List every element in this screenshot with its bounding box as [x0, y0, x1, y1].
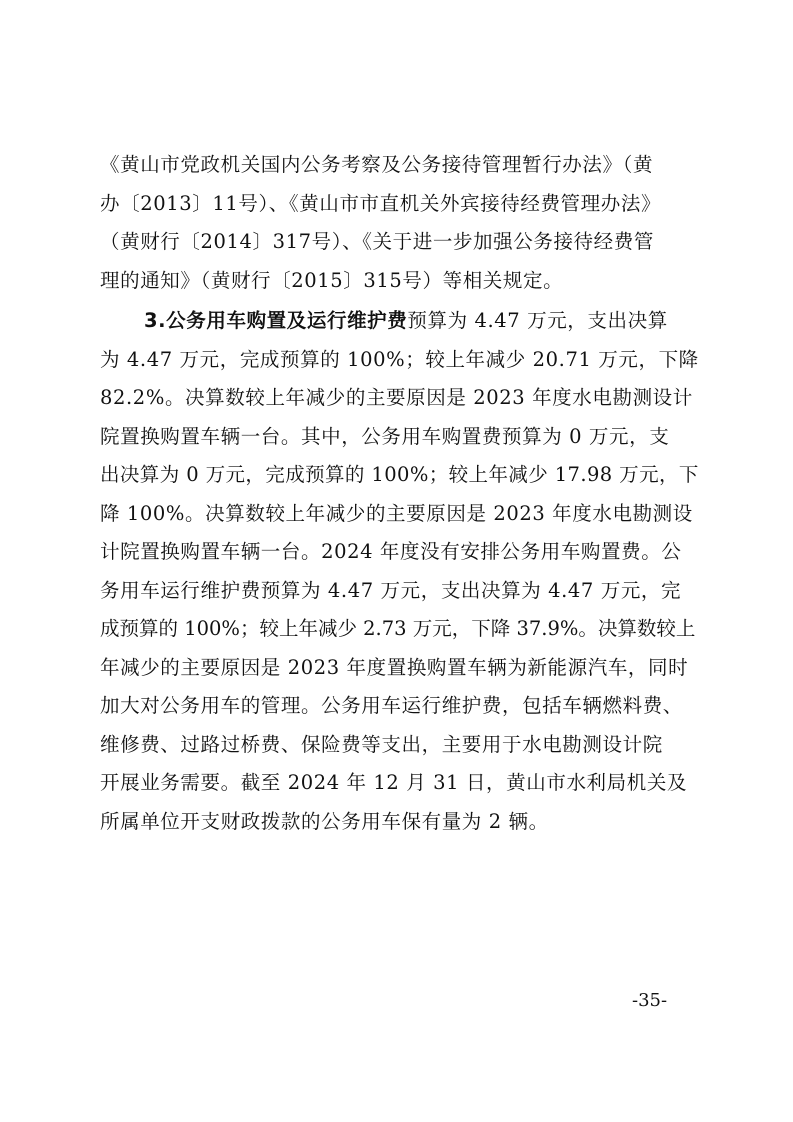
paragraph-official-vehicles: [100, 302, 700, 841]
text-line: （黄财行〔2014〕317号）、《关于进一步加强公务接待经费管: [100, 230, 654, 253]
text-line: 年减少的主要原因是 2023 年度置换购置车辆为新能源汽车，同时: [100, 655, 689, 679]
text-line: 加大对公务用车的管理。公务用车运行维护费，包括车辆燃料费、: [100, 694, 683, 717]
section-heading: 3.公务用车购置及运行维护费: [144, 309, 408, 332]
text-line: 出决算为 0 万元，完成预算的 100%；较上年减少 17.98 万元，下: [100, 463, 699, 486]
paragraph-regulations: [100, 146, 700, 300]
text-line: 维修费、过路过桥费、保险费等支出，主要用于水电勘测设计院: [100, 732, 663, 756]
text-line: 院置换购置车辆一台。其中，公务用车购置费预算为 0 万元，支: [100, 424, 670, 448]
text-line: 务用车运行维护费预算为 4.47 万元，支出决算为 4.47 万元，完: [100, 578, 682, 602]
page-number: -35-: [632, 990, 668, 1011]
text-span: 预算为 4.47 万元，支出决算: [407, 309, 668, 332]
text-line: 降 100%。决算数较上年减少的主要原因是 2023 年度水电勘测设: [100, 501, 693, 525]
text-line: 为 4.47 万元，完成预算的 100%；较上年减少 20.71 万元，下降: [100, 347, 699, 371]
text-line: 办〔2013〕11号）、《黄山市市直机关外宾接待经费管理办法》: [100, 191, 662, 215]
text-line: 开展业务需要。截至 2024 年 12 月 31 日，黄山市水利局机关及: [100, 771, 688, 794]
text-line: 所属单位开支财政拨款的公务用车保有量为 2 辆。: [100, 809, 549, 833]
text-line: 理的通知》（黄财行〔2015〕315号）等相关规定。: [100, 268, 564, 292]
body-text: [100, 146, 700, 841]
text-line: 成预算的 100%；较上年减少 2.73 万元，下降 37.9%。决算数较上: [100, 617, 696, 640]
text-line-first: [100, 302, 700, 341]
text-line: 82.2%。决算数较上年减少的主要原因是 2023 年度水电勘测设计: [100, 386, 693, 409]
text-line: 《黄山市党政机关国内公务考察及公务接待管理暂行办法》（黄: [100, 153, 654, 176]
text-line: 计院置换购置车辆一台。2024 年度没有安排公务用车购置费。公: [100, 540, 682, 563]
